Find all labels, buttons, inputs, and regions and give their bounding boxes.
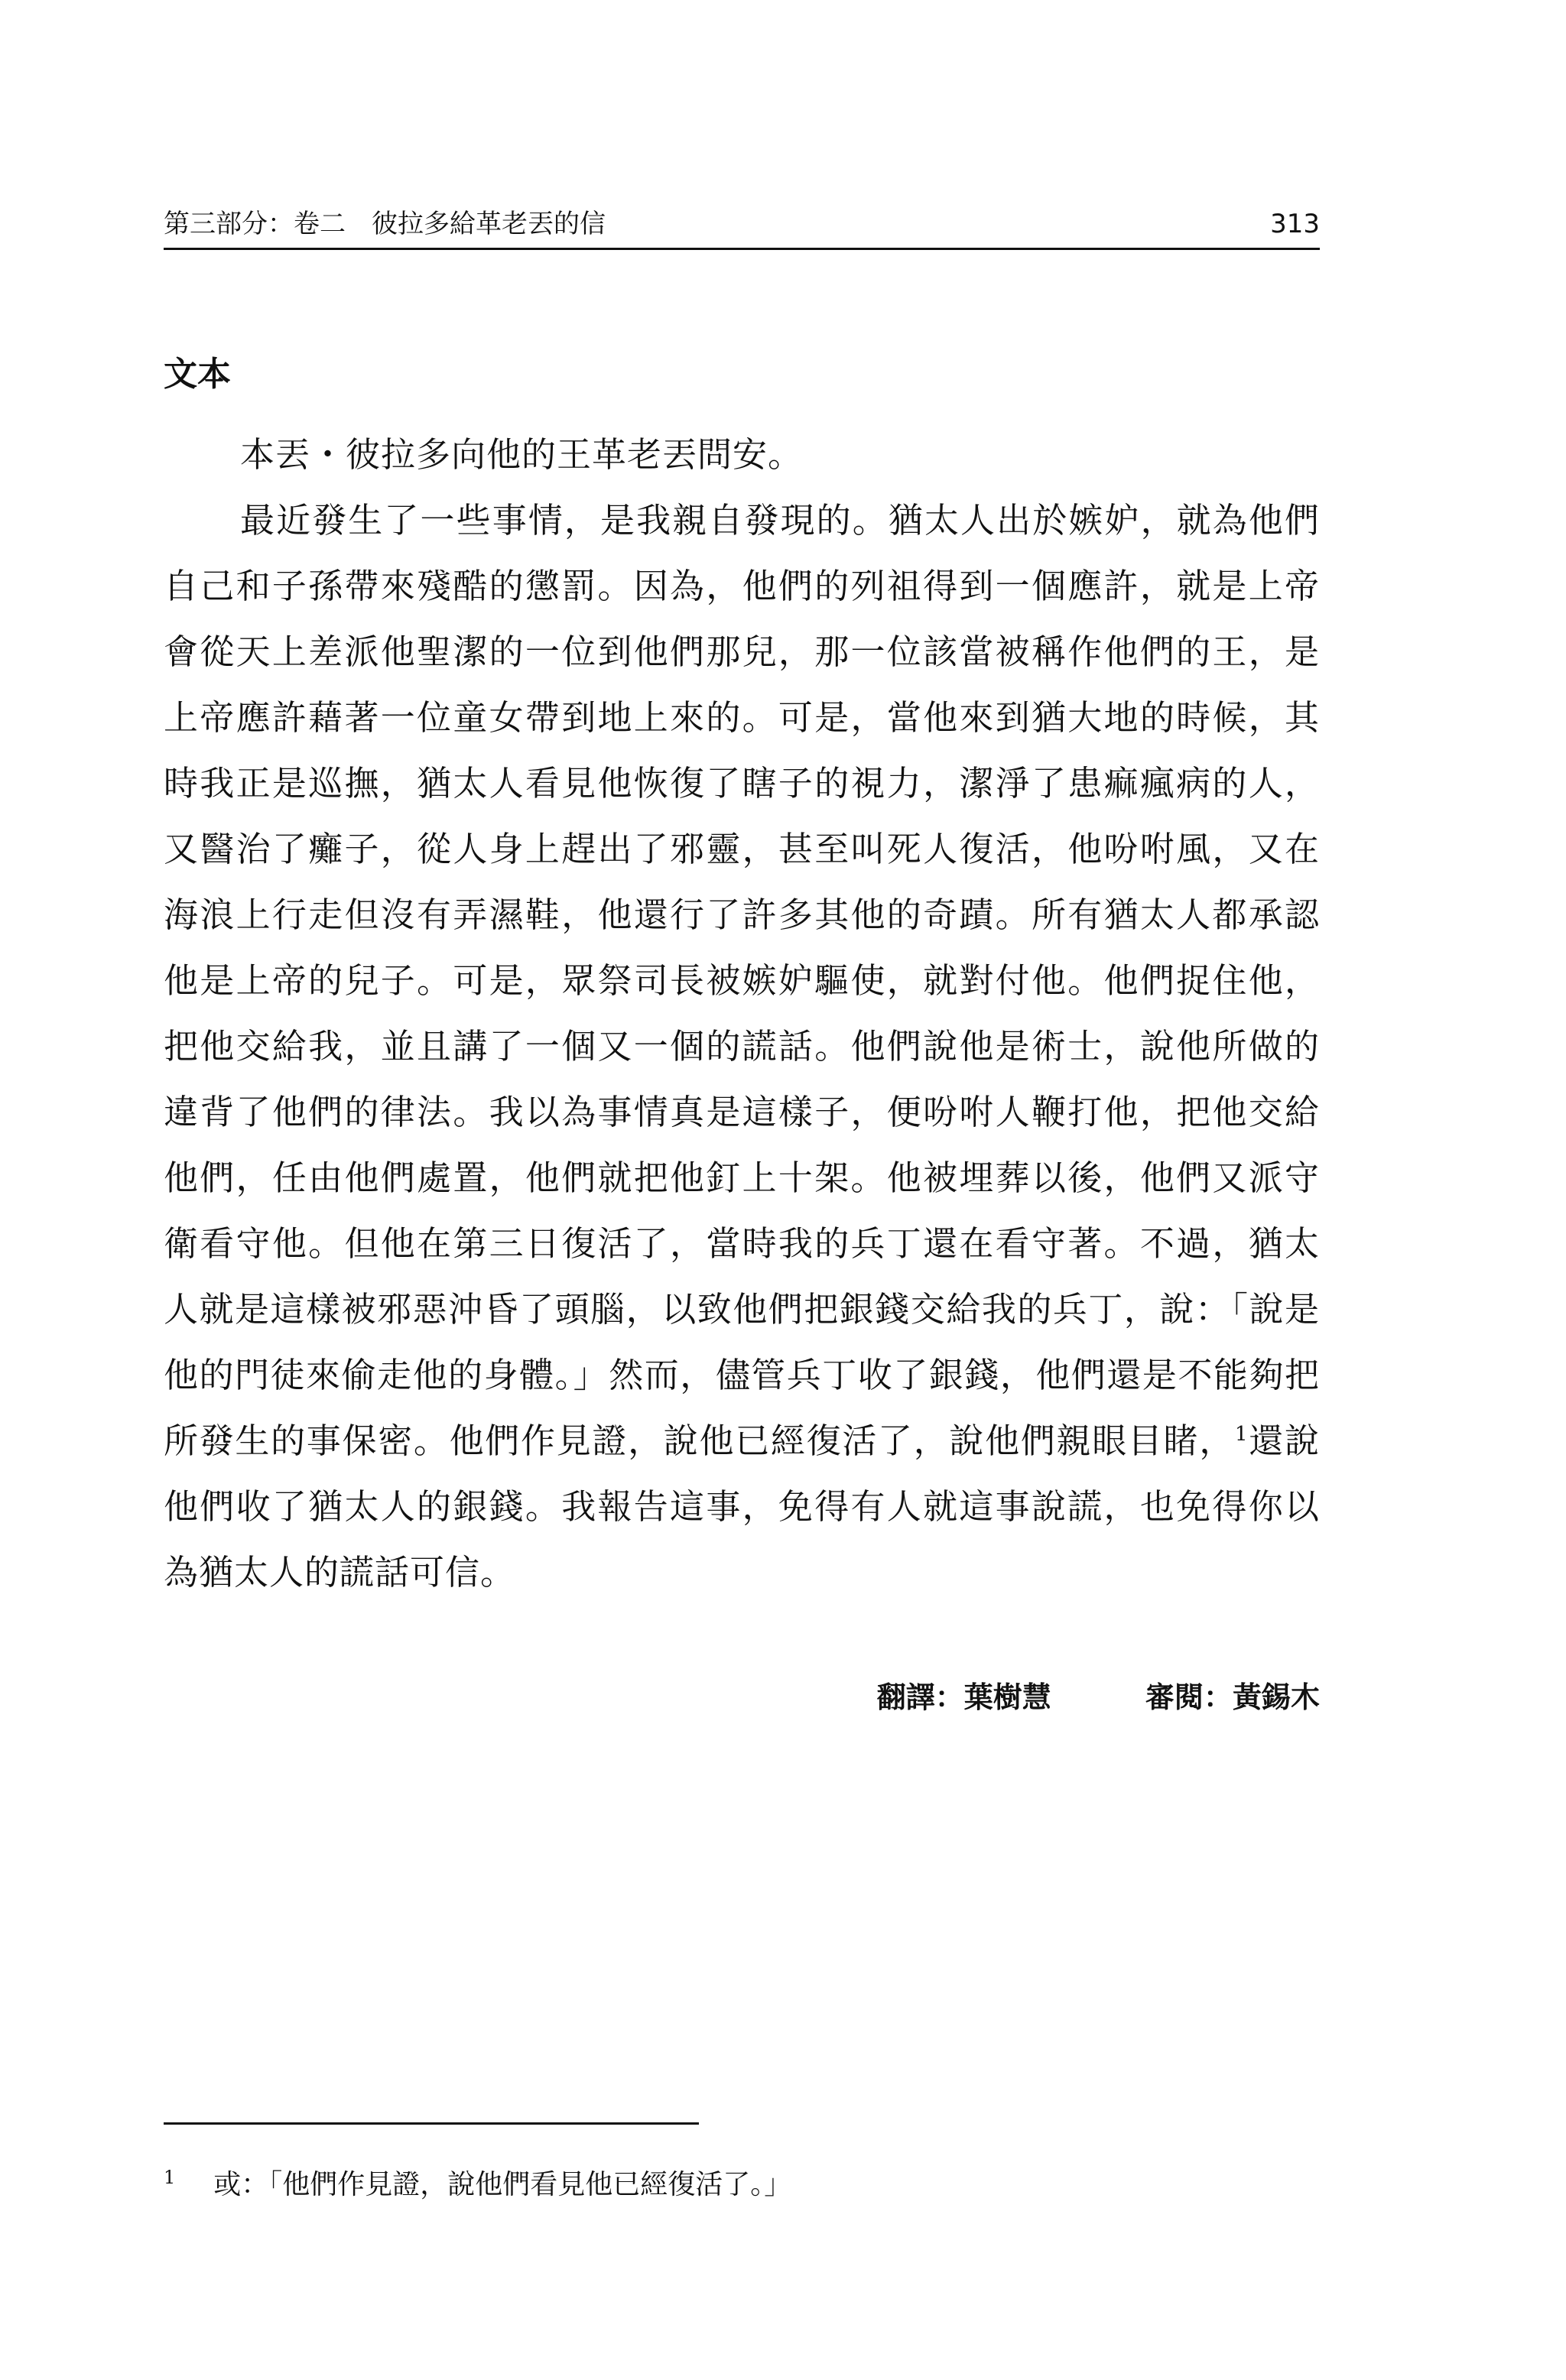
paragraph-text-part-1: 最近發生了一些事情，是我親自發現的。猶太人出於嫉妒，就為他們自己和子孫帶來殘酷的懲罰。因為，他們的列祖得到一個應許，就是上帝會從天上差派他聖潔的一位到他們那兒，那一位該當被稱作他們的王，是上帝應許藉著一位童女帶到地上來的。可是，當他來到猶大地的時候，其時我正是巡撫，猶太人看見他恢復了瞎子的視力，潔淨了患痲瘋病的人，又醫治了癱子，從人身上趕出了邪靈，甚至叫死人復活，他吩咐風，又在海浪上行走但沒有弄濕鞋，他還行了許多其他的奇蹟。所有猶太人都承認他是上帝的兒子。可是，眾祭司長被嫉妒驅使，就對付他。他們捉住他，把他交給我，並且講了一個又一個的謊話。他們說他是術士，說他所做的違背了他們的律法。我以為事情真是這樣子，便吩咐人鞭打他，把他交給他們，任由他們處置，他們就把他釘上十架。他被埋葬以後，他們又派守衛看守他。但他在第三日復活了，當時我的兵丁還在看守著。不過，猶太人就是這樣被邪惡沖昏了頭腦，以致他們把銀錢交給我的兵丁，說：「說是他的門徒來偷走他的身體。」然而，儘管兵丁收了銀錢，他們還是不能夠把所發生的事保密。他們作見證，說他已經復活了，說他們親眼目睹，	[164, 500, 1320, 1461]
translator-credit: 翻譯：葉樹慧	[876, 1680, 1051, 1714]
page-number: 313	[1270, 209, 1320, 239]
greeting-line: 本丟・彼拉多向他的王革老丟問安。	[240, 434, 804, 475]
running-header	[164, 205, 1320, 243]
footnote-text: 或：「他們作見證，說他們看見他已經復活了。」	[213, 2169, 792, 2200]
section-heading: 文本	[164, 355, 231, 394]
header-rule	[164, 248, 1320, 250]
running-header-title: 第三部分：卷二 彼拉多給革老丟的信	[164, 209, 606, 239]
footnote: 1 或：「他們作見證，說他們看見他已經復活了。」	[164, 2167, 792, 2200]
footnote-reference[interactable]: 1	[1235, 1423, 1249, 1446]
main-paragraph	[164, 488, 1320, 1606]
footnote-rule	[164, 2122, 699, 2125]
body-text	[164, 422, 1320, 1606]
reviewer-credit: 審閱：黃錫木	[1145, 1680, 1320, 1714]
credits	[877, 1676, 1320, 1719]
paragraph-text-part-2: 還說他們收了猶太人的銀錢。我報告這事，免得有人就這事說謊，也免得你以為猶太人的謊話可信。	[164, 1421, 1320, 1593]
